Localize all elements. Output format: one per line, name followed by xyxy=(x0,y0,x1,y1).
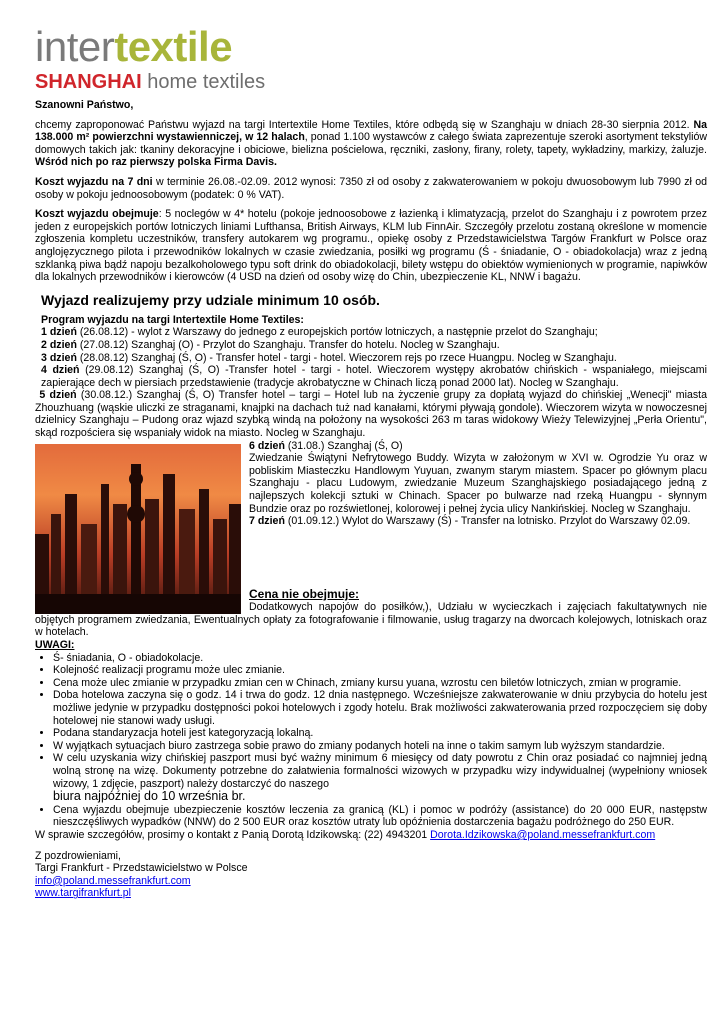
includes-text: : 5 noclegów w 4* hotelu (pokoje jednoosobowe z łazienką i klimatyzacją, przelot do Szanghaju i z powrotem przez jeden z europejskich portów lotniczych liniami Lufthansa, British Airways, KLM lub FinnAir. Szczegóły przelotu zostaną określone w momencie zgłoszenia kompletu uczestników, transfery autokarem wg programu., opiekę osoby z Przedstawicielstwa Targów Frankfurt w Polsce oraz anglojęzycznego pilota i przewodników lokalnych w czasie zwiedzania, posiłki wg programu (Ś - śniadanie, O - obiadokolacja) wraz z jedną szklanką piwa bądź napoju bezalkoholowego typu soft drink do obiadokolacji, bilety wstępu do obiektów wymienionych w programie, napiwków dla lokalnych przewodników i kierowców (4 USD na dzień od osoby wizę do Chin, ubezpieczenie KL, NNW i bagażu. xyxy=(35,208,707,284)
logo-home-textiles: home textiles xyxy=(147,71,266,93)
intro-text: chcemy zaproponować Państwu wyjazd na targi Intertextile Home Textiles, które odbędą się w Szanghaju w dniach 28-30 sierpnia 2012. xyxy=(35,118,690,131)
cost-label: Koszt wyjazdu na 7 dni xyxy=(35,175,153,188)
cost-paragraph xyxy=(35,176,707,201)
program-day: 2 dzień (27.08.12) Szanghaj (O) - Przylot do Szanghaju. Transfer do hotelu. Nocleg w Szanghaju. xyxy=(41,338,500,351)
notes-label: UWAGI: xyxy=(35,639,75,652)
logo-shanghai: SHANGHAI xyxy=(35,71,142,93)
intro-paragraph xyxy=(35,119,707,169)
logo-textile: textile xyxy=(114,23,233,70)
program-day: Zwiedzanie Świątyni Nefrytowego Buddy. Wizyta w założonym w XVI w. Ogrodzie Yu oraz w pobliskim Miasteczku Handlowym Yuyuan, zwanym starym miastem. Spacer po głównym placu Szanghaju - placu Ludowym, zwiedzanie Muzeum Szanghajskiego posiadającego jedną z najlepszych kolekcji sztuki w Chinach. Spacer po bulwarze nad rzeką Huangpu - słynnym Bundzie oraz po rozświetlonej, kolorowej i pełnej życia ulicy Nankińskiej. Nocleg w Szanghaju. xyxy=(249,452,707,515)
intertextile-logo xyxy=(35,23,266,93)
contact-line: W sprawie szczegółów, prosimy o kontakt z Panią Dorotą Idzikowską: (22) 4943201 Dorota.Idzikowska@poland.messefrankfurt.com xyxy=(35,828,656,841)
notes-list xyxy=(35,652,707,829)
program-day: 4 dzień (29.08.12) Szanghaj (Ś, O) -Transfer hotel - targi - hotel. Wieczorem występy akrobatów chińskich - wspaniałego, miejscami zapierające dech w piersiach przedstawienie (tradycje akrobatyczne w Chinach liczą ponad 2000 lat). Nocleg w Szanghaju. xyxy=(41,364,707,389)
intro-end: Wśród nich po raz pierwszy polska Firma Davis. xyxy=(35,156,277,169)
list-item: • W wyjątkach sytuacjach biuro zastrzega sobie prawo do zmiany podanych hoteli na inne o takim samym lub wyższym standardzie. xyxy=(53,740,707,753)
list-item: • Kolejność realizacji programu może ulec zmianie. xyxy=(53,664,707,677)
program-title: Program wyjazdu na targi Intertextile Home Textiles: xyxy=(41,313,304,326)
list-item: • Cena może ulec zmianie w przypadku zmian cen w Chinach, zmiany kursu yuana, wzrostu cen biletów lotniczych, zmian w programie. xyxy=(53,677,707,690)
closing-org: Targi Frankfurt - Przedstawicielstwo w Polsce xyxy=(35,862,248,875)
program-day: 7 dzień (01.09.12.) Wylot do Warszawy (Ś) - Transfer na lotnisko. Przylot do Warszawy 02.09. xyxy=(249,515,691,528)
list-item: • Ś- śniadania, O - obiadokolacje. xyxy=(53,652,707,665)
program xyxy=(35,314,707,528)
intro-rest: , ponad 1.100 wystawców z całego świata zaprezentuje szeroki asortyment tekstyliów domowych takich jak: tkaniny dekoracyjne i obiciowe, bielizna pościelowa, ręczniki, zasłony, firany, rolety, tapety, wykładziny, markizy, żaluzje. xyxy=(35,131,707,156)
intro-bold: Na 138.000 m² powierzchni wystawienniczej, w 12 halach xyxy=(35,118,707,144)
website-link[interactable]: www.targifrankfurt.pl xyxy=(35,887,131,900)
program-day: 1 dzień (26.08.12) - wylot z Warszawy do jednego z europejskich portów lotniczych, a następnie przelot do Szanghaju; xyxy=(41,326,598,339)
closing-regards: Z pozdrowieniami, xyxy=(35,849,121,862)
list-item: • W celu uzyskania wizy chińskiej paszport musi być ważny minimum 6 miesięcy od daty powrotu z Chin oraz posiadać co najmniej jedną wolną stronę na wizę. Dokumenty potrzebne do załatwienia formalności wizowych w przypadku wizy indywidualnej (wypełniony wniosek wizowy, 1 zdjęcie, paszport) należy dostarczyć do naszego biura najpóźniej do 10 września br. xyxy=(53,752,707,803)
includes-paragraph xyxy=(35,208,707,284)
excludes-text: Dodatkowych napojów do posiłków,), Udziału w wycieczkach i zajęciach fakultatywnych nie objętych programem zwiedzania, Ewentualnych opłaty za fotografowanie i filmowanie, usług tragarzy na dworcach kolejowych, lotniskach oraz w hotelach. xyxy=(35,601,707,639)
logo-inter: inter xyxy=(35,23,115,70)
list-item: • Podana standaryzacja hoteli jest kategoryzacją lokalną. xyxy=(53,727,707,740)
program-day: 6 dzień (31.08.) Szanghaj (Ś, O) xyxy=(249,439,403,452)
shanghai-photo xyxy=(35,444,241,614)
list-item: • Cena wyjazdu obejmuje ubezpieczenie kosztów leczenia za granicą (KL) i pomoc w podróży (assistance) do 20 000 EUR, następstw nieszczęśliwych wypadków (NNW) do 2 500 EUR oraz kosztów utraty lub opóźnienia dostarczenia bagażu podróżnego do 250 EUR. xyxy=(53,804,707,829)
letter-body xyxy=(35,99,707,900)
contact-email-link[interactable]: Dorota.Idzikowska@poland.messefrankfurt.com xyxy=(430,828,656,841)
cost-text: w terminie 26.08.-02.09. 2012 wynosi: 7350 zł od osoby z zakwaterowaniem w pokoju dwuosobowym lub 7990 zł od osoby w pokoju jednoosobowym (podatek: 0 % VAT). xyxy=(35,175,707,201)
excludes-label: Cena nie obejmuje: xyxy=(249,586,360,601)
office-email-link[interactable]: info@poland.messefrankfurt.com xyxy=(35,874,191,887)
minimum-heading: Wyjazd realizujemy przy udziale minimum 10 osób. xyxy=(41,291,380,308)
greeting: Szanowni Państwo, xyxy=(35,99,134,111)
list-item: • Doba hotelowa zaczyna się o godz. 14 i trwa do godz. 12 dnia następnego. Wcześniejsze zakwaterowanie w dniu przybycia do hotelu jest możliwe jedynie w przypadku dostępności pokoi hotelowych i zgody hotelu. Brak możliwości zakwaterowania przed rozpoczęciem się doby hotelowej nie stanowi wady usługi. xyxy=(53,689,707,727)
includes-label: Koszt wyjazdu obejmuje xyxy=(35,208,159,221)
program-day: 5 dzień (30.08.12.) Szanghaj (Ś, O) Transfer hotel – targi – Hotel lub na życzenie grupy za dopłatą wyjazd do chińskiej „Wenecji" miasta Zhouzhuang (wąskie uliczki ze straganami, knajpki na dachach tuż nad kanałami, którymi pływają gondole). Wieczorem wizyta w nowoczesnej dzielnicy Szanghaju – Pudong oraz wjazd szybką windą na położony na wysokości 263 m taras widokowy Wieży Telewizyjnej „Perła Orientu", skąd rozpościera się wspaniały widok na miasto. Nocleg w Szanghaju. xyxy=(35,389,707,440)
program-day: 3 dzień (28.08.12) Szanghaj (Ś, O) - Transfer hotel - targi - hotel. Wieczorem rejs po rzece Huangpu. Nocleg w Szanghaju. xyxy=(41,351,617,364)
